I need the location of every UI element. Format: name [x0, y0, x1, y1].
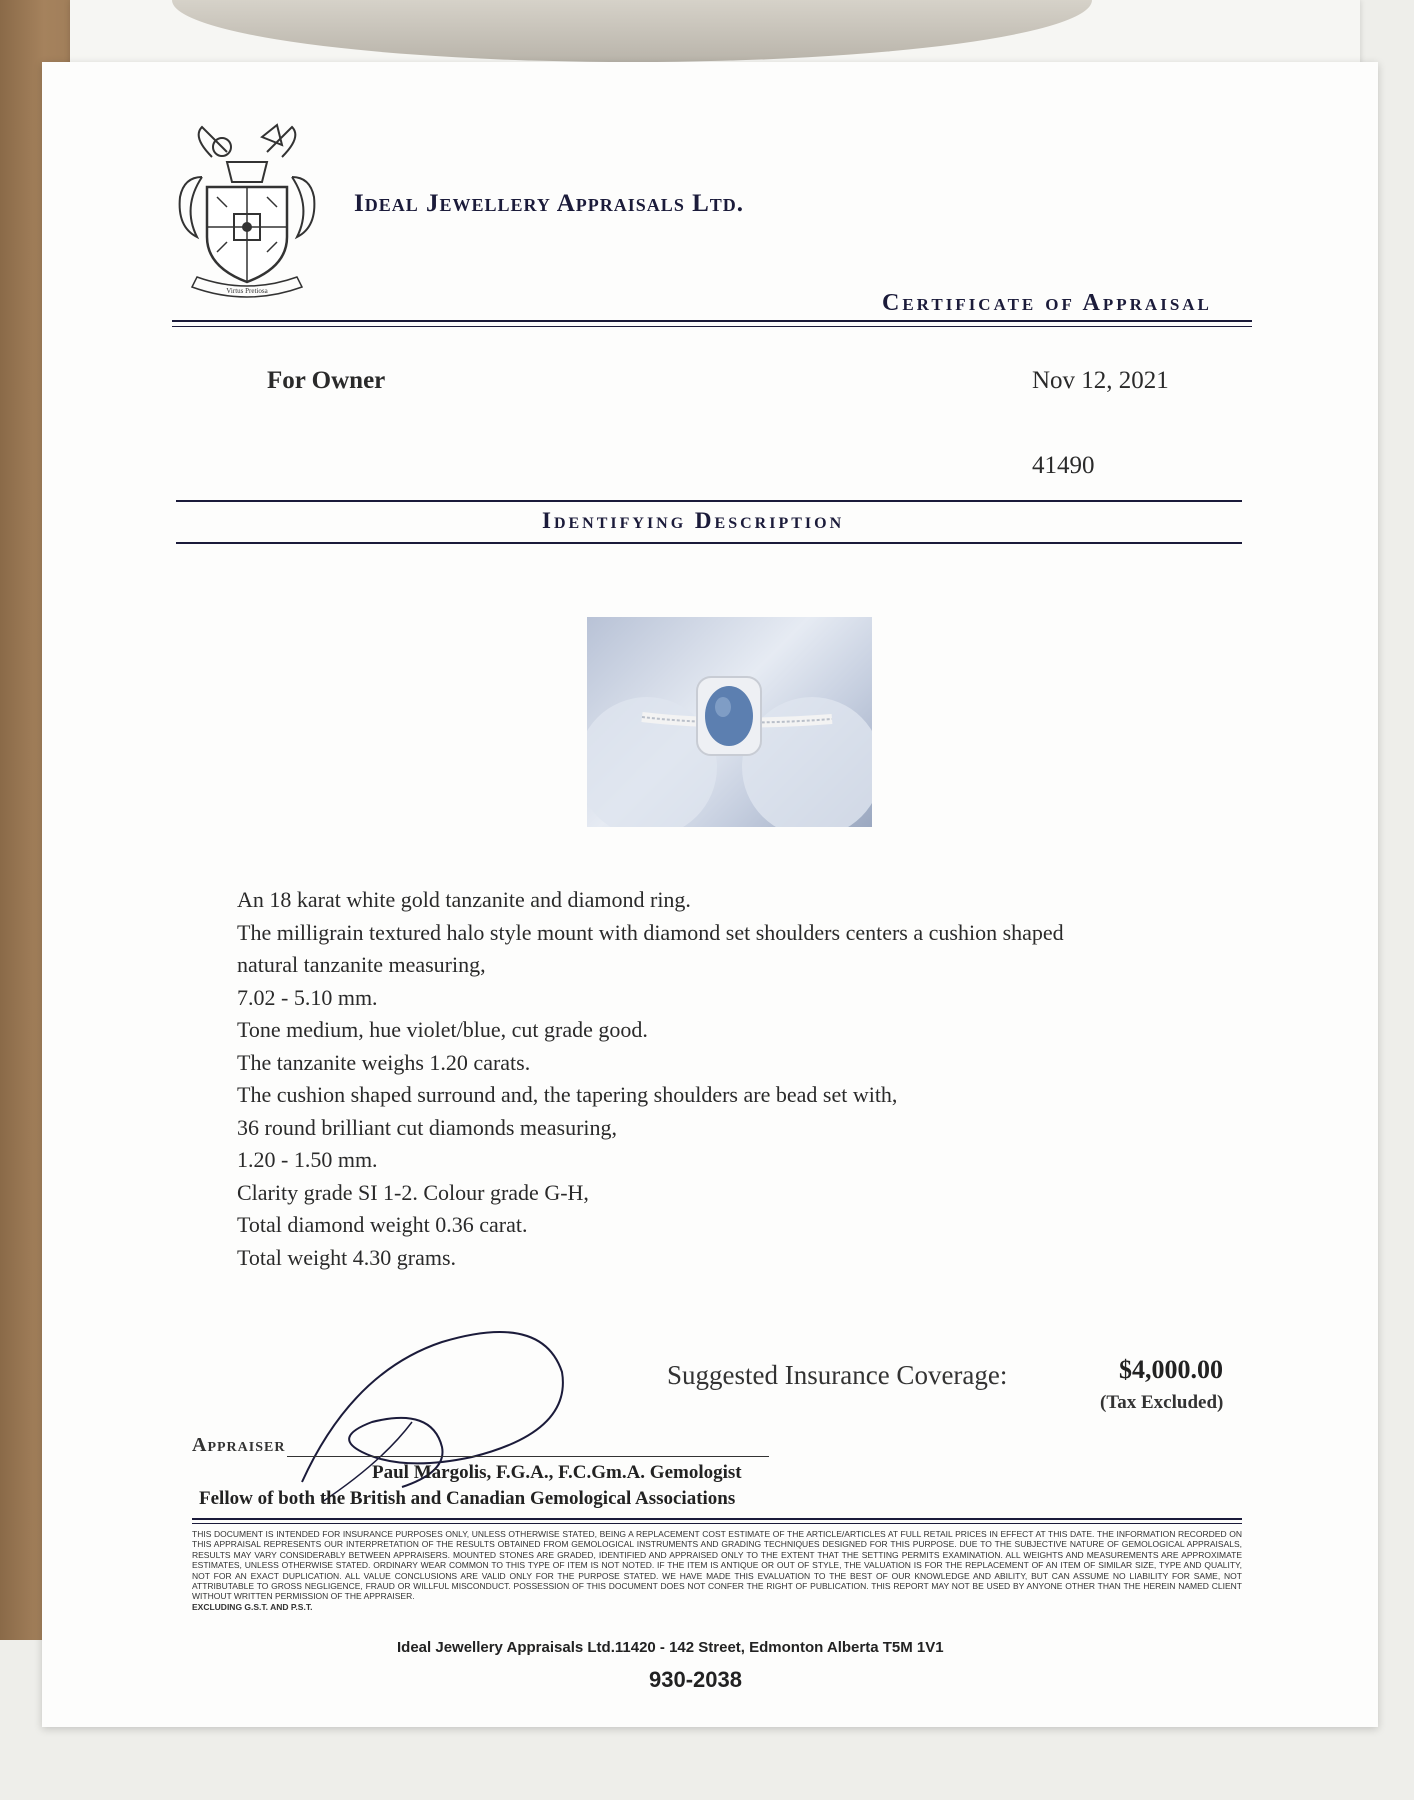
footer-rule: [192, 1518, 1242, 1520]
description-line: Tone medium, hue violet/blue, cut grade good.: [237, 1017, 648, 1042]
description-line: natural tanzanite measuring,: [237, 952, 486, 977]
description-line: The milligrain textured halo style mount with diamond set shoulders centers a cushion shaped: [237, 919, 1064, 945]
disclaimer-text: THIS DOCUMENT IS INTENDED FOR INSURANCE PURPOSES ONLY, UNLESS OTHERWISE STATED, BEING A REPLACEMENT COST ESTIMATE OF THE ARTICLE/ARTICLES AT FULL RETAIL PRICES IN EFFECT AT THIS DATE. THE INFORMATION RECORDED ON THIS APPRAISAL REPRESENTS OUR INTERPRETATION OF THE RESULTS OBTAINED FROM GEMOLOGICAL INSTRUMENTS AND GRADING TECHNIQUES DESIGNED FOR THIS PURPOSE. DUE TO THE SUBJECTIVE NATURE OF GEMOLOGICAL APPRAISALS, RESULTS MAY VARY CONSIDERABLY BETWEEN APPRAISERS. MOUNTED STONES ARE GRADED, IDENTIFIED AND APPRAISED ONLY TO THE EXTENT THAT THE SETTING PERMITS EXAMINATION. ALL WEIGHTS AND MEASUREMENTS ARE APPROXIMATE ESTIMATES, UNLESS OTHERWISE STATED. ORDINARY WEAR COMMON TO THIS TYPE OF ITEM IS NOT NOTED. IF THE ITEM IS ANTIQUE OR OUT OF STYLE, THE VALUATION IS FOR THE REPLACEMENT OF AN ITEM OF SIMILAR SIZE, TYPE AND QUALITY, NOT FOR AN EXACT DUPLICATION. ALL VALUE CONCLUSIONS ARE VALID ONLY FOR THE PURPOSE STATED. WE HAVE MADE THIS EVALUATION TO THE BEST OF OUR KNOWLEDGE AND ABILITY, BUT CAN ASSUME NO LIABILITY FOR SAME, NOT ATTRIBUTABLE TO GROSS NEGLIGENCE, FRAUD OR WILLFUL MISCONDUCT. POSSESSION OF THIS DOCUMENT DOES NOT CONFER THE RIGHT OF PUBLICATION. THIS REPORT MAY NOT BE USED BY ANYONE OTHER THAN THE HEREIN NAMED CLIENT WITHOUT WRITTEN PERMISSION OF THE APPRAISER.: [192, 1529, 1242, 1602]
description-line: Total diamond weight 0.36 carat.: [237, 1212, 528, 1237]
signature-line: [287, 1456, 769, 1457]
section-title: Identifying Description: [542, 508, 845, 533]
company-phone: 930-2038: [649, 1667, 742, 1692]
appraisal-date: Nov 12, 2021: [1032, 367, 1169, 394]
certificate-page: [42, 62, 1378, 1727]
appraisal-number: 41490: [1032, 452, 1095, 479]
header-rule: [172, 320, 1252, 322]
header-rule-thin: [172, 326, 1252, 327]
ring-image: [587, 617, 872, 827]
description-line: The cushion shaped surround and, the tapering shoulders are bead set with,: [237, 1082, 898, 1107]
description-line: Clarity grade SI 1-2. Colour grade G-H,: [237, 1179, 589, 1205]
insurance-note: (Tax Excluded): [1100, 1392, 1224, 1413]
company-address: Ideal Jewellery Appraisals Ltd.11420 - 142 Street, Edmonton Alberta T5M 1V1: [397, 1639, 944, 1656]
crest-logo: [172, 117, 322, 302]
description-line: The tanzanite weighs 1.20 carats.: [237, 1049, 531, 1075]
ring-photo: [587, 617, 872, 827]
owner-label: For Owner: [267, 367, 386, 394]
company-name: Ideal Jewellery Appraisals Ltd.: [354, 190, 745, 217]
description-line: 36 round brilliant cut diamonds measuring,: [237, 1114, 618, 1140]
crest-motto: Virtus Pretiosa: [226, 287, 268, 295]
description-line: Total weight 4.30 grams.: [237, 1244, 457, 1270]
insurance-value: $4,000.00: [1119, 1355, 1223, 1384]
section-rule-bottom: [176, 542, 1242, 544]
description-block: [237, 884, 1237, 1274]
description-line: 1.20 - 1.50 mm.: [237, 1147, 378, 1172]
disclaimer: [192, 1529, 1242, 1612]
appraiser-name: Paul Margolis, F.G.A., F.C.Gm.A. Gemologist: [372, 1462, 742, 1483]
description-line: An 18 karat white gold tanzanite and diamond ring.: [237, 887, 691, 912]
section-rule-top: [176, 500, 1242, 502]
certificate-title: Certificate of Appraisal: [882, 290, 1212, 316]
disclaimer-tax-note: EXCLUDING G.S.T. AND P.S.T.: [192, 1601, 313, 1612]
footer-rule-thin: [192, 1523, 1242, 1524]
description-line: 7.02 - 5.10 mm.: [237, 984, 378, 1010]
appraiser-label: Appraiser: [192, 1434, 286, 1456]
appraiser-credentials: Fellow of both the British and Canadian Gemological Associations: [199, 1488, 736, 1509]
insurance-label: Suggested Insurance Coverage:: [667, 1360, 1008, 1390]
